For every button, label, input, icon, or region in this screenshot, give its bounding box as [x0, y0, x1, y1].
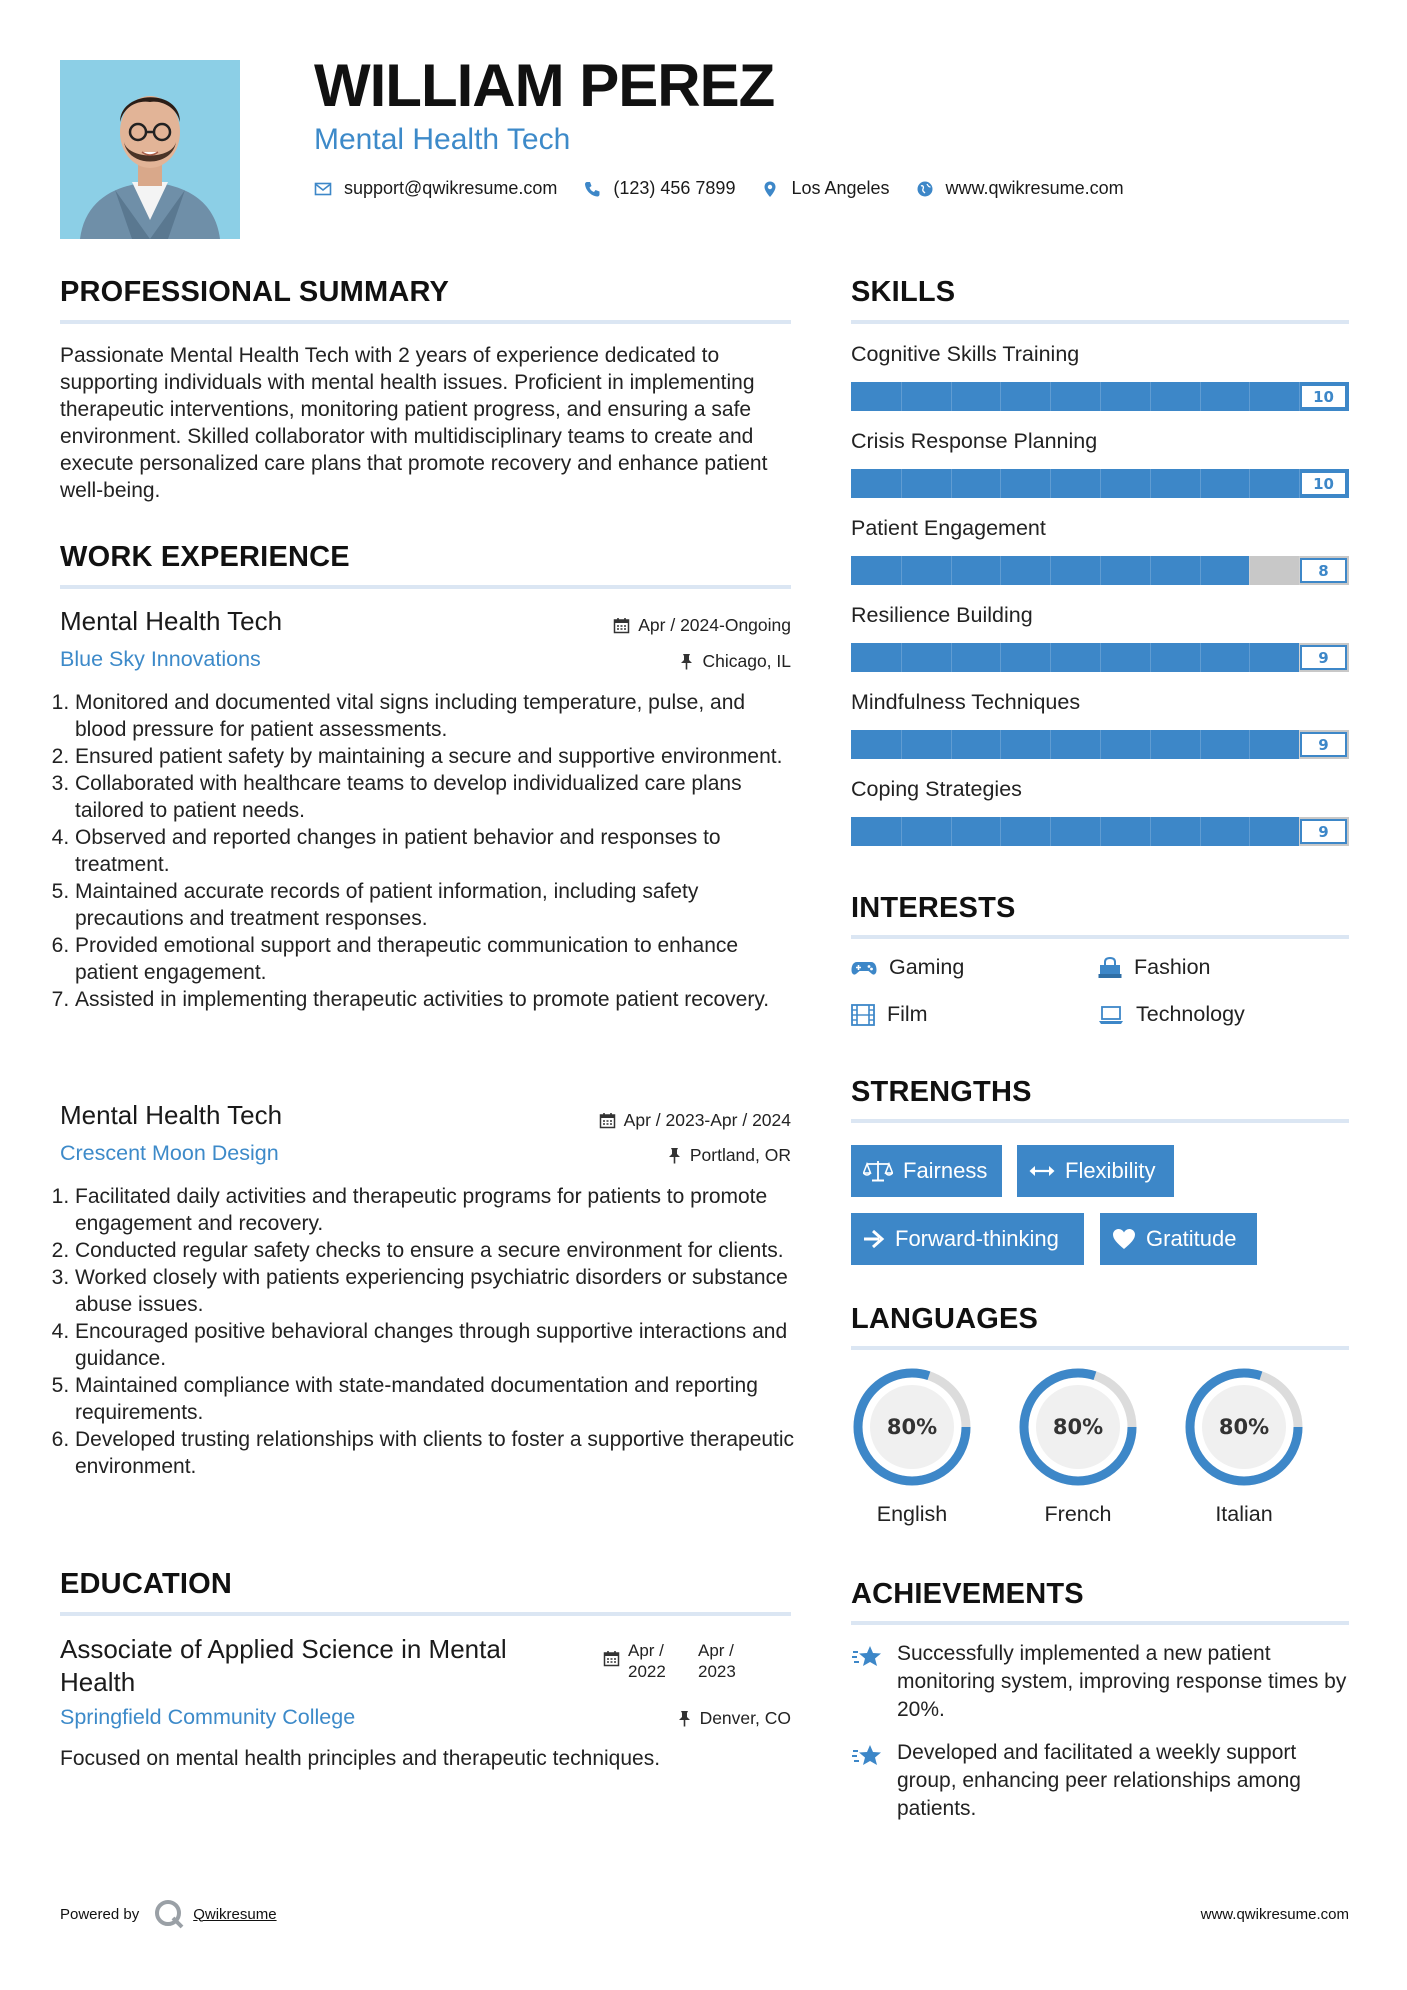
calendar-icon — [613, 617, 630, 634]
job-2-date-range: Apr / 2023-Apr / 2024 — [623, 1110, 791, 1130]
list-item: 2. Conducted regular safety checks to ensure a secure environment for clients. — [75, 1237, 802, 1264]
skill-name: Mindfulness Techniques — [851, 690, 1081, 714]
skill-bar-segment — [951, 556, 952, 585]
skill-bar-segment — [1000, 643, 1001, 672]
footer-brand-link[interactable]: Qwikresume — [193, 1905, 277, 1923]
pushpin-icon — [677, 1710, 692, 1727]
job-1-date-range: Apr / 2024-Ongoing — [638, 615, 791, 635]
interest-label: Fashion — [1134, 955, 1211, 979]
skill-bar-segment — [1000, 730, 1001, 759]
skill-bar-segment — [1100, 382, 1101, 411]
job-2-company: Crescent Moon Design — [60, 1141, 279, 1165]
list-item: 2. Ensured patient safety by maintaining a secure and supportive environment. — [75, 743, 802, 770]
achievements-divider — [851, 1621, 1349, 1625]
interest-label: Technology — [1136, 1002, 1245, 1026]
skill-bar-segment — [1050, 382, 1051, 411]
interest-gaming — [851, 955, 964, 980]
candidate-title: Mental Health Tech — [314, 123, 571, 156]
interest-label: Film — [887, 1002, 928, 1026]
interest-label: Gaming — [889, 955, 965, 979]
list-item: 6. Provided emotional support and therapeutic communication to enhance patient engagement. — [75, 932, 802, 986]
list-item: 3. Worked closely with patients experiencing psychiatric disorders or substance abuse issues. — [75, 1264, 802, 1318]
education-dates — [603, 1640, 754, 1682]
achievement-2 — [851, 1739, 1351, 1823]
skill-bar-segment — [1150, 556, 1151, 585]
job-2-title: Mental Health Tech — [60, 1100, 283, 1130]
skill-bar-segment — [901, 730, 902, 759]
list-item: 3. Collaborated with healthcare teams to develop individualized care plans tailored to patient needs. — [75, 770, 802, 824]
heart-icon — [1112, 1228, 1136, 1250]
skill-bar-segment — [1249, 730, 1250, 759]
phone-icon — [583, 180, 601, 198]
skill-bar-segment — [1000, 817, 1001, 846]
calendar-icon — [603, 1650, 620, 1667]
skill-bar-segment — [1249, 382, 1250, 411]
education-heading: EDUCATION — [60, 1568, 233, 1600]
contact-bar — [314, 178, 1150, 199]
skill-bar-fill — [851, 643, 1299, 672]
skill-bar-segment — [1050, 817, 1051, 846]
job-2-dates — [599, 1110, 791, 1131]
achievement-1 — [851, 1640, 1351, 1724]
strengths-divider — [851, 1119, 1349, 1123]
skill-bar-segment — [951, 730, 952, 759]
skill-bar-segment — [1100, 469, 1101, 498]
skill-bar-segment — [1150, 643, 1151, 672]
skill-bar-track — [851, 469, 1349, 498]
education-end: Apr / 2023 — [698, 1641, 736, 1681]
education-school: Springfield Community College — [60, 1705, 356, 1729]
skills-divider — [851, 320, 1349, 324]
pushpin-icon — [679, 653, 694, 670]
skill-bar-segment — [1200, 643, 1201, 672]
powered-by-label: Powered by — [60, 1905, 140, 1923]
achievements-heading: ACHIEVEMENTS — [851, 1578, 1084, 1610]
skill-bar-segment — [1200, 556, 1201, 585]
achievement-text: Developed and facilitated a weekly support group, enhancing peer relationships among patients. — [897, 1741, 1301, 1820]
skill-bar-segment — [951, 643, 952, 672]
skill-name: Coping Strategies — [851, 777, 1022, 801]
job-1-dates — [613, 615, 791, 636]
languages-heading: LANGUAGES — [851, 1303, 1039, 1335]
summary-text: Passionate Mental Health Tech with 2 years of experience dedicated to supporting individuals with mental health issues. Proficient in implementing therapeutic interventions, monitoring patient progress, and ensuring a safe environment. Skilled collaborator with multidisciplinary teams to create and execute personalized care plans that promote recovery and enhance patient well-being. — [60, 344, 768, 502]
strength-label: Forward-thinking — [895, 1226, 1059, 1251]
skill-bar-segment — [901, 643, 902, 672]
avatar — [60, 60, 240, 239]
skill-bar-track — [851, 730, 1349, 759]
language-french — [1016, 1365, 1140, 1526]
job-1-title: Mental Health Tech — [60, 606, 283, 636]
skill-bar-track — [851, 556, 1349, 585]
strength-label: Fairness — [903, 1158, 988, 1183]
footer-website[interactable]: www.qwikresume.com — [1200, 1906, 1349, 1923]
skill-bar-segment — [1050, 643, 1051, 672]
language-name: English — [876, 1502, 948, 1526]
globe-icon — [916, 180, 934, 198]
summary-divider — [60, 320, 791, 324]
skill-bar-segment — [951, 382, 952, 411]
interest-fashion — [1098, 955, 1211, 980]
job-2-location — [667, 1145, 791, 1166]
strength-label: Gratitude — [1146, 1226, 1237, 1251]
skill-name: Patient Engagement — [851, 516, 1046, 540]
contact-website[interactable]: www.qwikresume.com — [945, 178, 1124, 198]
map-marker-icon — [761, 180, 779, 198]
education-location-text: Denver, CO — [699, 1708, 791, 1728]
languages-divider — [851, 1346, 1349, 1350]
job-2-bullets — [57, 1183, 802, 1480]
language-english — [850, 1365, 974, 1526]
list-item: 1. Monitored and documented vital signs including temperature, pulse, and blood pressure for patient assessments. — [75, 689, 802, 743]
skill-bar-segment — [1200, 817, 1201, 846]
laptop-icon — [1098, 1005, 1124, 1025]
achievement-text: Successfully implemented a new patient monitoring system, improving response times by 20%. — [897, 1642, 1347, 1721]
skill-level-badge: 10 — [1300, 384, 1347, 409]
interest-film — [851, 1002, 928, 1027]
skill-bar-segment — [1050, 469, 1051, 498]
job-1-company: Blue Sky Innovations — [60, 647, 261, 671]
skill-bar-segment — [1150, 469, 1151, 498]
job-1-location — [679, 651, 791, 672]
skill-level-badge: 9 — [1300, 645, 1347, 670]
skill-bar-segment — [1249, 643, 1250, 672]
candidate-name: WILLIAM PEREZ — [314, 52, 775, 119]
list-item: 6. Developed trusting relationships with clients to foster a supportive therapeutic environment. — [75, 1426, 802, 1480]
star-award-icon — [851, 1642, 885, 1672]
summary-heading: PROFESSIONAL SUMMARY — [60, 276, 450, 308]
skill-bar-fill — [851, 730, 1299, 759]
strengths-heading: STRENGTHS — [851, 1076, 1032, 1108]
arrows-horizontal-icon — [1029, 1164, 1055, 1178]
skill-bar-segment — [1200, 730, 1201, 759]
skill-bar-track — [851, 817, 1349, 846]
job-1-bullets — [57, 689, 802, 1013]
footer-powered-by — [60, 1898, 277, 1930]
strength-label: Flexibility — [1065, 1158, 1156, 1183]
contact-email[interactable]: support@qwikresume.com — [344, 178, 558, 198]
skill-bar-segment — [1100, 643, 1101, 672]
skill-name: Crisis Response Planning — [851, 429, 1098, 453]
skill-bar-segment — [1100, 556, 1101, 585]
pushpin-icon — [667, 1147, 682, 1164]
language-name: Italian — [1215, 1502, 1273, 1526]
language-percent: 80% — [886, 1415, 938, 1439]
skill-level-badge: 9 — [1300, 732, 1347, 757]
language-percent: 80% — [1218, 1415, 1270, 1439]
strength-gratitude — [1100, 1213, 1257, 1265]
star-award-icon — [851, 1741, 885, 1771]
skill-bar-segment — [951, 469, 952, 498]
qwikresume-logo-icon — [153, 1898, 185, 1930]
skill-bar-segment — [1150, 382, 1151, 411]
skill-bar-segment — [1200, 382, 1201, 411]
language-italian — [1182, 1365, 1306, 1526]
job-1-location-text: Chicago, IL — [702, 651, 791, 671]
skill-name: Resilience Building — [851, 603, 1033, 627]
strength-fairness — [851, 1145, 1002, 1197]
skill-bar-segment — [1249, 556, 1250, 585]
skill-bar-track — [851, 382, 1349, 411]
shopping-bag-icon — [1098, 957, 1122, 979]
list-item: 4. Observed and reported changes in patient behavior and responses to treatment. — [75, 824, 802, 878]
skill-bar-segment — [1050, 556, 1051, 585]
skill-bar-segment — [1150, 817, 1151, 846]
balance-scale-icon — [863, 1159, 893, 1183]
skill-bar-segment — [951, 817, 952, 846]
list-item: 4. Encouraged positive behavioral changes through supportive interactions and guidance. — [75, 1318, 802, 1372]
interests-divider — [851, 935, 1349, 939]
skill-bar-track — [851, 643, 1349, 672]
skills-heading: SKILLS — [851, 276, 956, 308]
interests-heading: INTERESTS — [851, 892, 1016, 924]
education-description: Focused on mental health principles and therapeutic techniques. — [60, 1747, 661, 1770]
film-icon — [851, 1004, 875, 1026]
language-name: French — [1044, 1502, 1112, 1526]
arrow-right-icon — [863, 1229, 885, 1249]
language-percent: 80% — [1052, 1415, 1104, 1439]
contact-phone[interactable]: (123) 456 7899 — [613, 178, 736, 198]
education-start: Apr / 2022 — [628, 1641, 666, 1681]
skill-bar-segment — [1050, 730, 1051, 759]
contact-location: Los Angeles — [791, 178, 890, 198]
education-divider — [60, 1612, 791, 1616]
skill-bar-segment — [901, 382, 902, 411]
skill-bar-segment — [1200, 469, 1201, 498]
envelope-icon — [314, 180, 332, 198]
skill-bar-segment — [901, 817, 902, 846]
skill-bar-segment — [1249, 469, 1250, 498]
skill-bar-segment — [901, 469, 902, 498]
skill-name: Cognitive Skills Training — [851, 342, 1080, 366]
skill-bar-segment — [1000, 556, 1001, 585]
skill-level-badge: 10 — [1300, 471, 1347, 496]
list-item: 5. Maintained accurate records of patient information, including safety precautions and treatment responses. — [75, 878, 802, 932]
experience-divider — [60, 585, 791, 589]
skill-level-badge: 8 — [1300, 558, 1347, 583]
skill-bar-segment — [1000, 469, 1001, 498]
skill-level-badge: 9 — [1300, 819, 1347, 844]
skill-bar-segment — [1100, 730, 1101, 759]
skill-bar-fill — [851, 817, 1299, 846]
list-item: 1. Facilitated daily activities and therapeutic programs for patients to promote engagement and recovery. — [75, 1183, 802, 1237]
skill-bar-segment — [1100, 817, 1101, 846]
list-item: 5. Maintained compliance with state-mandated documentation and reporting requirements. — [75, 1372, 802, 1426]
strength-flexibility — [1017, 1145, 1174, 1197]
profile-photo — [60, 60, 240, 239]
experience-heading: WORK EXPERIENCE — [60, 541, 350, 573]
education-degree: Associate of Applied Science in Mental Health — [60, 1634, 507, 1697]
education-location — [677, 1708, 791, 1729]
gamepad-icon — [851, 959, 877, 977]
skill-bar-segment — [1150, 730, 1151, 759]
interest-technology — [1098, 1002, 1245, 1027]
strength-forward-thinking — [851, 1213, 1084, 1265]
skill-bar-segment — [1000, 382, 1001, 411]
calendar-icon — [599, 1112, 616, 1129]
skill-bar-segment — [901, 556, 902, 585]
skill-bar-segment — [1249, 817, 1250, 846]
job-2-location-text: Portland, OR — [689, 1145, 791, 1165]
list-item: 7. Assisted in implementing therapeutic activities to promote patient recovery. — [75, 986, 802, 1013]
